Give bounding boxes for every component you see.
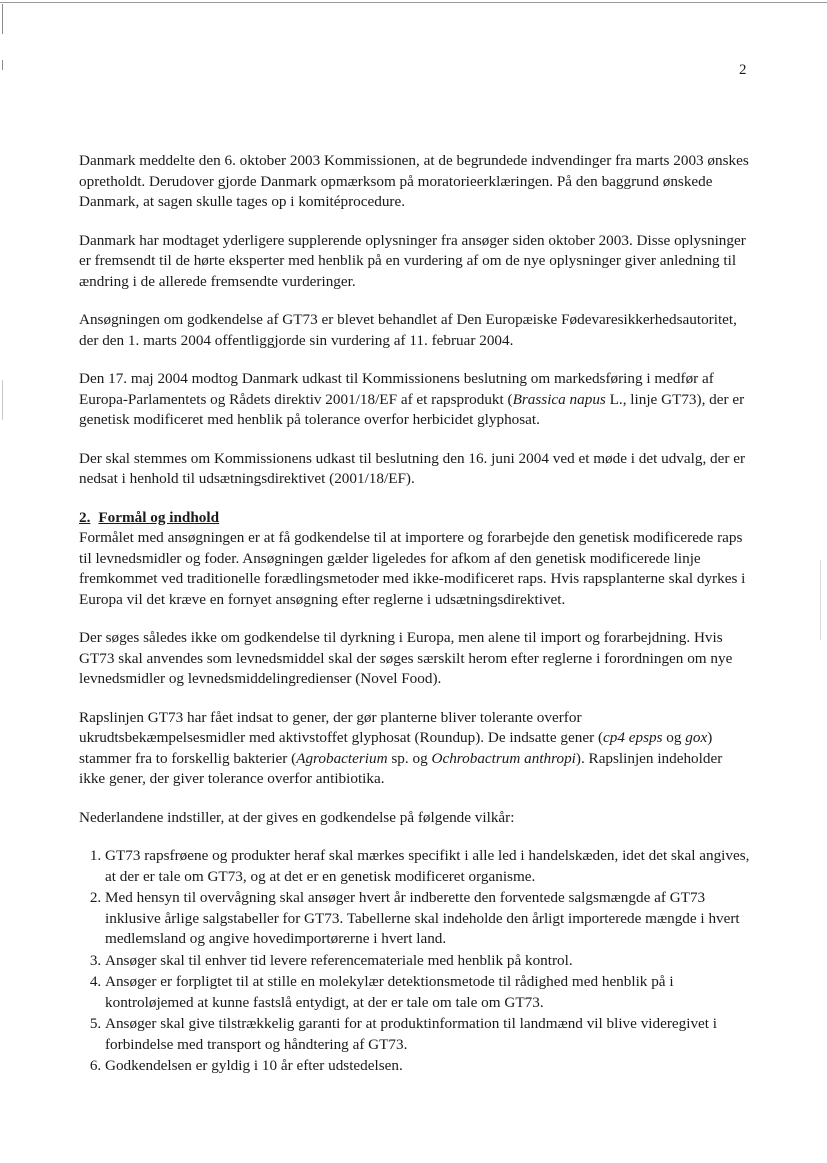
list-item: 3. Ansøger skal til enhver tid levere referencemateriale med henblik på kontrol.: [105, 951, 751, 972]
gene-name: cp4 epsps: [603, 729, 663, 746]
list-item: 2. Med hensyn til overvågning skal ansøger hvert år indberette den forventede salgsmængde af GT73 inklusive årlige salgstabeller for GT73. Tabellerne skal indeholde den årligt importerede mængde i hvert medlemsland og angive hovedimportørerne i hvert land.: [105, 888, 751, 950]
list-item: 4. Ansøger er forpligtet til at stille en molekylær detektionsmetode til rådighed med henblik på i kontroløjemed at kunne fastslå entydigt, at der er tale om tale om GT73.: [105, 972, 751, 1013]
conditions-list: [79, 846, 751, 1077]
paragraph: Danmark har modtaget yderligere supplerende oplysninger fra ansøger siden oktober 2003. Disse oplysninger er fremsendt til de hørte eksperter med henblik på en vurdering af om de nye oplysninger giver anledning til ændring i de allerede fremsendte vurderinger.: [79, 231, 746, 290]
section-title: Formål og indhold: [98, 508, 220, 526]
paragraph: Danmark meddelte den 6. oktober 2003 Kommissionen, at de begrundede indvendinger fra marts 2003 ønskes opretholdt. Derudover gjorde Danmark opmærksom på moratorieerklæringen. På den baggrund ønskede Danmark, at sagen skulle tages op i komitéprocedure.: [79, 152, 749, 210]
list-item: 1. GT73 rapsfrøene og produkter heraf skal mærkes specifikt i alle led i handelskæden, idet det skal angives, at der er tale om GT73, og at det er en genetisk modificeret organisme.: [105, 846, 751, 887]
text-run: ). Rapslinjen indeholder ikke gener, der giver tolerance overfor antibiotika.: [79, 749, 723, 787]
list-item: 5. Ansøger skal give tilstrækkelig garanti for at produktinformation til landmænd vil blive videregivet i forbindelse med transport og håndtering af GT73.: [105, 1014, 751, 1055]
text-run: L., linje GT73), der er genetisk modificeret med henblik på tolerance overfor herbicidet glyphosat.: [79, 390, 745, 428]
scan-right-mark: [820, 560, 821, 640]
scan-left-mark: [2, 380, 3, 420]
paragraph: Ansøgningen om godkendelse af GT73 er blevet behandlet af Den Europæiske Fødevaresikkerhedsautoritet, der den 1. marts 2004 offentliggjorde sin vurdering af 11. februar 2004.: [79, 311, 737, 349]
scan-left-mark: [2, 60, 3, 70]
paragraph: Der søges således ikke om godkendelse til dyrkning i Europa, men alene til import og forarbejdning. Hvis GT73 skal anvendes som levnedsmiddel skal der søges særskilt herom efter reglerne i forordningen om nye levnedsmidler og levnedsmiddelingredienser (Novel Food).: [79, 629, 733, 687]
page-number: 2: [739, 62, 747, 78]
scan-top-edge: [0, 2, 827, 3]
bacterium-name: Ochrobactrum anthropi: [431, 749, 576, 767]
scan-left-mark: [2, 4, 3, 34]
bacterium-name: Agrobacterium: [296, 749, 388, 767]
text-run: ) stammer fra to forskellig bakterier (: [79, 729, 713, 767]
text-run: Den 17. maj 2004 modtog Danmark udkast til Kommissionens beslutning om markedsføring i medfør af Europa-Parlamentets og Rådets direktiv 2001/18/EF af et rapsprodukt (: [79, 370, 714, 408]
gene-name: gox: [685, 729, 708, 746]
paragraph: Der skal stemmes om Kommissionens udkast til beslutning den 16. juni 2004 ved et møde i det udvalg, der er nedsat i henhold til udsætningsdirektivet (2001/18/EF).: [79, 449, 746, 487]
section-number: 2.: [79, 508, 91, 526]
text-run: og: [662, 729, 686, 746]
document-body: [79, 151, 751, 1078]
paragraph: [79, 369, 751, 431]
paragraph: [79, 708, 751, 790]
species-name: Brassica napus: [512, 390, 606, 408]
paragraph: Nederlandene indstiller, at der gives en godkendelse på følgende vilkår:: [79, 808, 515, 826]
text-run: sp. og: [387, 749, 432, 767]
paragraph: Formålet med ansøgningen er at få godkendelse til at importere og forarbejde den genetisk modificerede raps til levnedsmidler og foder. Ansøgningen gælder ligeledes for afkom af den genetisk modificerede linje fremkommet ved traditionelle forædlingsmetoder med ikke-modificeret raps. Hvis rapsplanterne skal dyrkes i Europa vil det kræve en fornyet ansøgning efter reglerne i udsætningsdirektivet.: [79, 529, 746, 608]
text-run: Rapslinjen GT73 har fået indsat to gener, der gør planterne bliver tolerante overfor ukrudtsbekæmpelsesmidler med aktivstoffet glyphosat (Roundup). De indsatte gener (: [79, 708, 604, 746]
section-heading: [79, 508, 751, 529]
list-item: 6. Godkendelsen er gyldig i 10 år efter udstedelsen.: [105, 1056, 751, 1077]
